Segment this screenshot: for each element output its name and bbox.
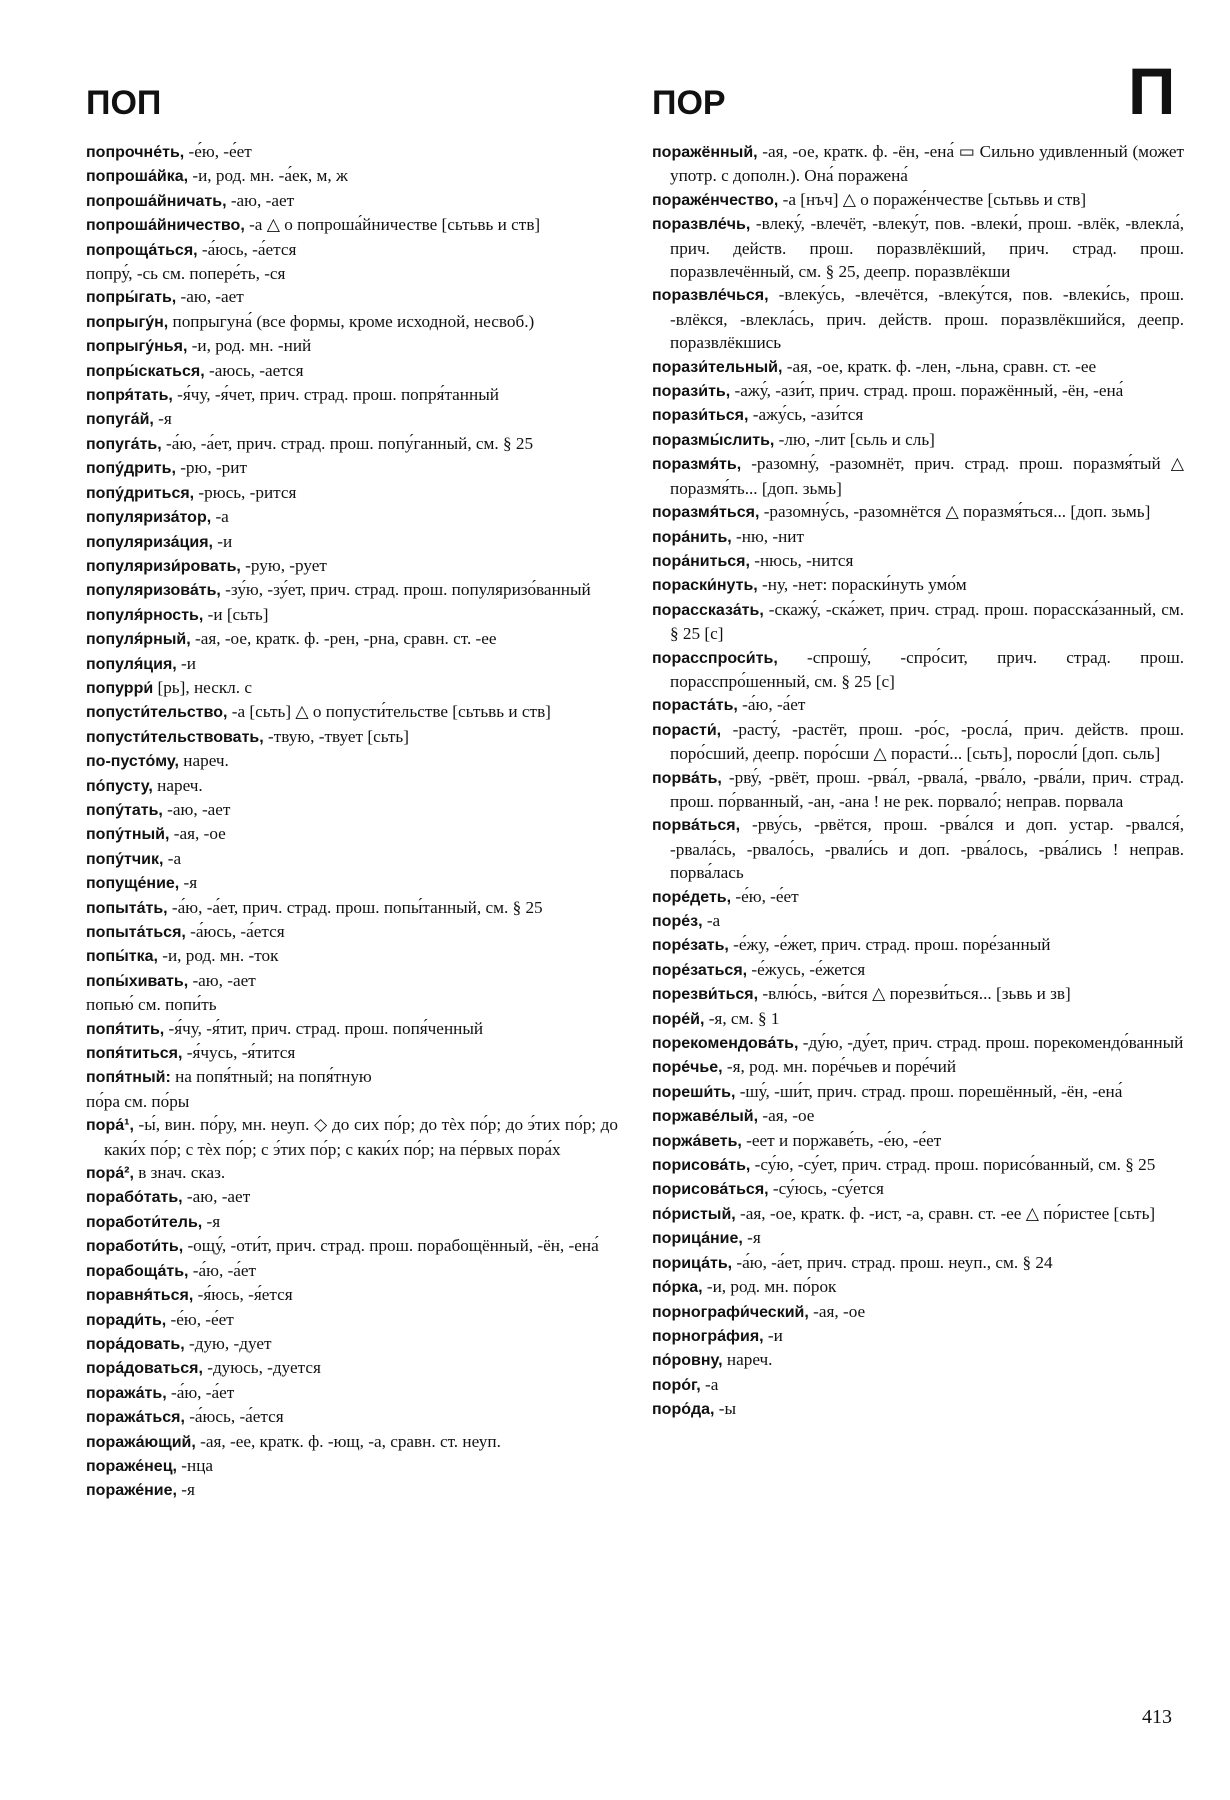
entry-headword: попу́тать, bbox=[86, 801, 163, 819]
entry-definition: по́ра см. по́ры bbox=[86, 1091, 190, 1111]
entry-headword: порази́ть, bbox=[652, 383, 731, 401]
entry-headword: пораже́ние, bbox=[86, 1482, 177, 1500]
entry-definition: -су́ю, -су́ет, прич. страд. прош. порисо́ванный, см. § 25 bbox=[750, 1155, 1156, 1175]
entry-definition: -е́ю, -е́ет bbox=[166, 1309, 234, 1329]
entry-definition: -а́ю, -а́ет, прич. страд. прош. неуп., см. § 24 bbox=[732, 1252, 1053, 1272]
entry-headword: порва́ться, bbox=[652, 817, 741, 835]
entry-definition: -и, род. мн. -а́ек, м, ж bbox=[188, 166, 348, 186]
entry-definition: -аю, -ает bbox=[176, 287, 244, 307]
dictionary-entry bbox=[86, 944, 618, 968]
entry-headword: попрыгу́н, bbox=[86, 313, 169, 331]
dictionary-entry bbox=[652, 1080, 1184, 1104]
dictionary-entry bbox=[86, 1283, 618, 1307]
dictionary-entry bbox=[86, 603, 618, 627]
entry-definition: -а́ю, -а́ет bbox=[188, 1260, 257, 1280]
entry-headword: поразвле́чься, bbox=[652, 287, 769, 305]
dictionary-entry bbox=[652, 1153, 1184, 1177]
entry-headword: попы́хивать, bbox=[86, 972, 189, 990]
entry-headword: попрыгу́нья, bbox=[86, 338, 188, 356]
entry-headword: попроща́ться, bbox=[86, 241, 198, 259]
entry-definition: -а [сьть] △ о попусти́тельстве [сьтьвь и ств] bbox=[227, 702, 551, 722]
entry-definition: в знач. сказ. bbox=[133, 1163, 226, 1183]
entry-headword: поража́ющий, bbox=[86, 1433, 196, 1451]
entry-definition: -ая, -ое bbox=[808, 1301, 866, 1321]
dictionary-entry bbox=[652, 598, 1184, 646]
entry-definition: попью́ см. попи́ть bbox=[86, 995, 217, 1015]
dictionary-entry bbox=[652, 1226, 1184, 1250]
entry-headword: пореши́ть, bbox=[652, 1083, 736, 1101]
dictionary-entry bbox=[86, 1308, 618, 1332]
entry-definition: -я bbox=[742, 1228, 761, 1248]
entry-headword: пораски́нуть, bbox=[652, 577, 758, 595]
entry-definition: -еет и поржаве́ть, -е́ю, -е́ет bbox=[741, 1130, 942, 1150]
entry-headword: попроша́йничество, bbox=[86, 217, 245, 235]
dictionary-entry bbox=[86, 627, 618, 651]
entry-definition: -и, род. мн. -ток bbox=[157, 946, 279, 966]
entry-headword: попроша́йничать, bbox=[86, 192, 227, 210]
entry-definition: -ая, -ое, кратк. ф. -лен, -льна, сравн. ст. -ее bbox=[782, 356, 1097, 376]
entry-headword: попры́скаться, bbox=[86, 362, 205, 380]
dictionary-entry bbox=[652, 1324, 1184, 1348]
entry-definition: -влеку́сь, -влечётся, -влеку́тся, пов. -влеки́сь, прош. -влёкся, -влекла́сь, прич. действ. прош. поразвлёкшийся, деепр. поразвлёкшись bbox=[670, 285, 1184, 353]
entry-headword: попуще́ние, bbox=[86, 875, 180, 893]
entry-definition: -е́ю, -е́ет bbox=[731, 886, 799, 906]
entry-headword: попры́гать, bbox=[86, 289, 177, 307]
entry-headword: попу́тчик, bbox=[86, 850, 164, 868]
entry-definition: -рю, -рит bbox=[175, 458, 247, 478]
entry-headword: пораже́нчество, bbox=[652, 191, 779, 209]
entry-definition: -дуюсь, -дуется bbox=[202, 1358, 321, 1378]
entry-headword: популяризова́ть, bbox=[86, 582, 221, 600]
entry-headword: порекомендова́ть, bbox=[652, 1035, 799, 1053]
entry-headword: попусти́тельствовать, bbox=[86, 728, 264, 746]
entry-headword: порассказа́ть, bbox=[652, 601, 764, 619]
entry-headword: поро́г, bbox=[652, 1376, 701, 1394]
dictionary-entry bbox=[86, 1041, 618, 1065]
dictionary-entry bbox=[652, 1275, 1184, 1299]
entry-definition: -я bbox=[202, 1211, 221, 1231]
entry-headword: попыта́ться, bbox=[86, 924, 186, 941]
dictionary-entry bbox=[652, 1104, 1184, 1128]
dictionary-entry bbox=[86, 334, 618, 358]
entry-headword: поржаве́лый, bbox=[652, 1108, 759, 1126]
entry-definition: -а́юсь, -а́ется bbox=[185, 922, 285, 941]
dictionary-entry bbox=[86, 1210, 618, 1234]
entry-headword: порази́ться, bbox=[652, 407, 749, 425]
dictionary-entry bbox=[86, 1430, 618, 1454]
entry-definition: -я bbox=[176, 1480, 195, 1500]
dictionary-entry bbox=[652, 573, 1184, 597]
dictionary-entry bbox=[86, 432, 618, 456]
dictionary-entry bbox=[86, 456, 618, 480]
dictionary-entry bbox=[86, 1405, 618, 1429]
entry-headword: поржа́веть, bbox=[652, 1132, 742, 1150]
dictionary-entry bbox=[86, 1113, 618, 1161]
entry-headword: порногра́фия, bbox=[652, 1327, 764, 1345]
section-letter: П bbox=[1128, 54, 1176, 128]
entry-definition: -и, род. мн. по́рок bbox=[702, 1277, 837, 1297]
dictionary-entry bbox=[86, 578, 618, 602]
entry-headword: порица́ние, bbox=[652, 1230, 743, 1248]
entry-headword: поражённый, bbox=[652, 144, 758, 161]
left-guide-word: ПОП bbox=[86, 84, 162, 122]
entry-definition: попру́, -сь см. попере́ть, -ся bbox=[86, 264, 286, 284]
entry-definition: -аю, -ает bbox=[182, 1187, 251, 1207]
dictionary-entry bbox=[652, 500, 1184, 524]
entry-headword: пора́ниться, bbox=[652, 552, 750, 570]
entry-definition: -а bbox=[700, 1374, 719, 1394]
dictionary-entry bbox=[652, 1300, 1184, 1324]
dictionary-entry bbox=[86, 1065, 618, 1089]
entry-definition: -е́жусь, -е́жется bbox=[747, 959, 866, 979]
entry-headword: попуга́ть, bbox=[86, 435, 162, 453]
entry-definition: -е́ю, -е́ет bbox=[184, 142, 252, 161]
entry-headword: поразмя́ть, bbox=[652, 456, 742, 474]
dictionary-entry bbox=[652, 1373, 1184, 1397]
entry-definition: -а bbox=[211, 507, 229, 527]
entry-definition: -а bbox=[163, 848, 182, 868]
page-number: 413 bbox=[1142, 1706, 1172, 1728]
right-guide-word: ПОР bbox=[652, 84, 726, 122]
entry-definition: -ы bbox=[714, 1399, 737, 1419]
entry-definition: нареч. bbox=[722, 1350, 773, 1370]
entry-definition: -влеку́, -влечёт, -влеку́т, пов. -влеки́, прош. -влёк, -влекла́, прич. действ. прош. поразвлёкший, прич. страд. прош. поразвлечённый, см. § 25, деепр. поразвлёкши bbox=[670, 214, 1184, 282]
dictionary-entry bbox=[86, 1478, 618, 1502]
entry-headword: порази́тельный, bbox=[652, 358, 783, 376]
dictionary-entry bbox=[86, 1454, 618, 1478]
entry-definition: [рь], нескл. с bbox=[153, 677, 252, 697]
entry-headword: пора́довать, bbox=[86, 1335, 185, 1353]
dictionary-entry bbox=[652, 813, 1184, 884]
entry-definition: -ая, -ое bbox=[169, 824, 226, 844]
entry-headword: попусти́тельство, bbox=[86, 704, 228, 722]
entry-definition: -расту́, -растёт, прош. -ро́с, -росла́, прич. действ. прош. поро́сший, деепр. поро́сши △ порасти́... [сьть], поросли́ [доп. сьль] bbox=[670, 719, 1184, 764]
dictionary-entry bbox=[86, 1259, 618, 1283]
dictionary-entry bbox=[652, 1202, 1184, 1226]
right-column bbox=[652, 140, 1184, 1422]
dictionary-entry bbox=[652, 140, 1184, 188]
entry-headword: поража́ть, bbox=[86, 1384, 167, 1402]
entry-headword: поража́ться, bbox=[86, 1409, 185, 1427]
entry-headword: пора́нить, bbox=[652, 528, 732, 546]
entry-definition: -ню, -нит bbox=[731, 526, 805, 546]
entry-headword: по-пусто́му, bbox=[86, 753, 179, 771]
dictionary-entry bbox=[652, 428, 1184, 452]
entry-definition: -я́чусь, -я́тится bbox=[182, 1043, 296, 1063]
dictionary-entry bbox=[86, 1090, 618, 1113]
entry-definition: -рюсь, -рится bbox=[194, 482, 297, 502]
entry-headword: поразмы́слить, bbox=[652, 431, 775, 449]
entry-definition: -и bbox=[763, 1325, 783, 1345]
entry-headword: пораже́нец, bbox=[86, 1457, 177, 1475]
entry-headword: популяриза́тор, bbox=[86, 509, 212, 527]
entry-headword: по́пусту, bbox=[86, 777, 153, 795]
entry-headword: популяриза́ция, bbox=[86, 533, 213, 551]
entry-headword: пора́¹, bbox=[86, 1117, 134, 1135]
entry-definition: -рву́сь, -рвётся, прош. -рва́лся и доп. устар. -рвался́, -рвала́сь, -рвало́сь, -рвали́сь и доп. -рва́лось, -рва́лись ! неправ. порва́лась bbox=[670, 815, 1184, 883]
entry-headword: поразвле́чь, bbox=[652, 216, 751, 234]
dictionary-entry bbox=[652, 1031, 1184, 1055]
entry-headword: попрочне́ть, bbox=[86, 144, 185, 161]
entry-headword: поработи́тель, bbox=[86, 1213, 203, 1231]
entry-headword: поре́з, bbox=[652, 913, 703, 930]
dictionary-entry bbox=[86, 383, 618, 407]
entry-headword: порасспроси́ть, bbox=[652, 649, 778, 667]
entry-definition: -спрошу́, -спро́сит, прич. страд. прош. порасспро́шенный, см. § 25 [с] bbox=[670, 647, 1184, 691]
entry-definition: -су́юсь, -су́ется bbox=[768, 1179, 884, 1199]
entry-headword: порабо́тать, bbox=[86, 1189, 183, 1207]
dictionary-entry bbox=[652, 909, 1184, 933]
entry-headword: по́ристый, bbox=[652, 1205, 736, 1223]
dictionary-entry bbox=[86, 1234, 618, 1258]
entry-definition: -ы́, вин. по́ру, мн. неуп. ◇ до сих по́р; до тѐх по́р; до э́тих по́р; до каки́х по́р; с тѐх по́р; с э́тих по́р; с каки́х по́р; на пе́рвых пора́х bbox=[104, 1115, 618, 1159]
dictionary-entry bbox=[652, 885, 1184, 909]
dictionary-entry bbox=[86, 652, 618, 676]
dictionary-entry bbox=[652, 452, 1184, 500]
entry-headword: попроша́йка, bbox=[86, 168, 189, 186]
entry-headword: поре́заться, bbox=[652, 961, 748, 979]
dictionary-entry bbox=[652, 693, 1184, 717]
dictionary-entry bbox=[86, 847, 618, 871]
dictionary-entry bbox=[86, 993, 618, 1016]
entry-headword: популя́рность, bbox=[86, 606, 204, 624]
dictionary-entry bbox=[652, 1348, 1184, 1372]
dictionary-entry bbox=[86, 213, 618, 237]
entry-headword: популя́рный, bbox=[86, 631, 191, 649]
entry-definition: -ая, -ое, кратк. ф. -ист, -а, сравн. ст. -ее △ по́ристее [сьть] bbox=[735, 1203, 1156, 1223]
entry-headword: популяризи́ровать, bbox=[86, 557, 241, 575]
dictionary-entry bbox=[652, 1177, 1184, 1201]
dictionary-entry bbox=[86, 676, 618, 700]
dictionary-entry bbox=[652, 283, 1184, 354]
dictionary-entry bbox=[86, 969, 618, 993]
entry-headword: попя́титься, bbox=[86, 1045, 183, 1063]
entry-definition: -лю, -лит [сьль и сль] bbox=[774, 429, 935, 449]
dictionary-entry bbox=[86, 1381, 618, 1405]
entry-headword: попуга́й, bbox=[86, 411, 154, 429]
entry-headword: порезви́ться, bbox=[652, 986, 759, 1004]
entry-definition: нареч. bbox=[152, 775, 203, 795]
entry-definition: -а́юсь, -а́ется bbox=[197, 239, 297, 259]
entry-definition: -и bbox=[176, 653, 196, 673]
entry-definition: -влю́сь, -ви́тся △ порезви́ться... [зьвь и зв] bbox=[758, 984, 1071, 1004]
dictionary-entry bbox=[86, 310, 618, 334]
entry-headword: попы́тка, bbox=[86, 948, 158, 966]
dictionary-entry bbox=[86, 140, 618, 164]
left-column bbox=[86, 140, 618, 1503]
entry-definition: -а △ о попроша́йничестве [сьтьвь и ств] bbox=[244, 215, 541, 235]
dictionary-entry bbox=[652, 1251, 1184, 1275]
entry-definition: -а [нъч] △ о пораже́нчестве [сьтьвь и ств] bbox=[778, 189, 1087, 209]
entry-definition: -а́ю, -а́ет, прич. страд. прош. попу́ганный, см. § 25 bbox=[161, 433, 534, 453]
dictionary-entry bbox=[86, 1017, 618, 1041]
dictionary-entry bbox=[652, 549, 1184, 573]
entry-headword: порица́ть, bbox=[652, 1254, 733, 1272]
dictionary-entry bbox=[86, 725, 618, 749]
entry-definition: -и, род. мн. -ний bbox=[187, 336, 312, 356]
dictionary-entry bbox=[86, 554, 618, 578]
dictionary-entry bbox=[652, 1007, 1184, 1031]
entry-definition: -ду́ю, -ду́ет, прич. страд. прош. порекомендо́ванный bbox=[798, 1033, 1184, 1053]
entry-headword: пораста́ть, bbox=[652, 697, 738, 715]
entry-headword: поразмя́ться, bbox=[652, 504, 760, 522]
entry-definition: -ощу́, -оти́т, прич. страд. прош. порабощённый, -ён, -ена́ bbox=[183, 1236, 599, 1256]
entry-headword: поравня́ться, bbox=[86, 1287, 194, 1305]
entry-definition: -и [сьть] bbox=[203, 604, 269, 624]
dictionary-entry bbox=[652, 1055, 1184, 1079]
entry-definition: -ая, -ее, кратк. ф. -ющ, -а, сравн. ст. неуп. bbox=[195, 1431, 501, 1451]
dictionary-entry bbox=[652, 525, 1184, 549]
entry-definition: -ая, -ое, кратк. ф. -рен, -рна, сравн. ст. -ее bbox=[190, 629, 497, 649]
entry-definition: -а bbox=[702, 911, 721, 930]
entry-headword: поре́чье, bbox=[652, 1059, 723, 1077]
dictionary-entry bbox=[652, 379, 1184, 403]
entry-definition: -аю, -ает bbox=[188, 970, 256, 990]
entry-headword: поради́ть, bbox=[86, 1311, 167, 1329]
entry-headword: попя́тить, bbox=[86, 1020, 165, 1038]
entry-definition: -ажу́, -ази́т, прич. страд. прош. поражённый, -ён, -ена́ bbox=[730, 381, 1124, 401]
dictionary-entry bbox=[652, 188, 1184, 212]
entry-definition: -я bbox=[179, 873, 198, 893]
dictionary-entry bbox=[86, 920, 618, 944]
entry-definition: -я́чу, -я́чет, прич. страд. прош. попря́танный bbox=[172, 385, 499, 405]
dictionary-entry bbox=[86, 164, 618, 188]
entry-definition: -ая, -ое, кратк. ф. -ён, -ена́ ▭ Сильно удивленный (может употр. с дополн.). Она́ поражена́ bbox=[670, 142, 1184, 186]
dictionary-entry bbox=[86, 700, 618, 724]
entry-headword: по́рка, bbox=[652, 1279, 703, 1297]
dictionary-entry bbox=[652, 355, 1184, 379]
entry-definition: нареч. bbox=[179, 751, 229, 771]
entry-definition: -а́ю, -а́ет, прич. страд. прош. попы́танный, см. § 25 bbox=[167, 897, 543, 917]
entry-headword: попу́дрить, bbox=[86, 460, 176, 478]
entry-definition: -ну, -нет: пораски́нуть умо́м bbox=[757, 575, 967, 595]
entry-definition: -я bbox=[153, 409, 172, 429]
entry-headword: попя́тный: bbox=[86, 1069, 171, 1087]
dictionary-entry bbox=[86, 505, 618, 529]
entry-definition: попрыгуна́ (все формы, кроме исходной, несвоб.) bbox=[168, 311, 535, 331]
entry-definition: -а́ю, -а́ет bbox=[737, 695, 806, 715]
dictionary-entry bbox=[652, 958, 1184, 982]
dictionary-entry bbox=[86, 407, 618, 431]
entry-definition: -разомну́, -разомнёт, прич. страд. прош. поразмя́тый △ поразмя́ть... [доп. зьмь] bbox=[670, 454, 1184, 498]
dictionary-entry bbox=[86, 871, 618, 895]
dictionary-entry bbox=[86, 530, 618, 554]
entry-headword: попу́дриться, bbox=[86, 484, 195, 502]
entry-definition: -аюсь, -ается bbox=[204, 360, 304, 380]
entry-definition: -я, см. § 1 bbox=[704, 1008, 780, 1028]
entry-headword: попыта́ть, bbox=[86, 899, 168, 917]
entry-headword: поработи́ть, bbox=[86, 1238, 184, 1256]
entry-definition: -е́жу, -е́жет, прич. страд. прош. поре́занный bbox=[728, 935, 1051, 955]
dictionary-entry bbox=[86, 1161, 618, 1185]
entry-headword: порисова́ть, bbox=[652, 1157, 751, 1175]
entry-definition: -дую, -дует bbox=[184, 1333, 272, 1353]
entry-definition: -аю, -ает bbox=[162, 799, 231, 819]
entry-headword: поре́зать, bbox=[652, 937, 729, 955]
entry-headword: порабоща́ть, bbox=[86, 1262, 189, 1280]
entry-headword: попурри́ bbox=[86, 679, 154, 697]
entry-definition: -ажу́сь, -ази́тся bbox=[748, 405, 864, 425]
entry-definition: -и bbox=[213, 531, 233, 551]
dictionary-entry bbox=[652, 718, 1184, 766]
dictionary-entry bbox=[86, 189, 618, 213]
dictionary-entry bbox=[86, 359, 618, 383]
dictionary-entry bbox=[652, 212, 1184, 283]
entry-headword: популя́ция, bbox=[86, 655, 177, 673]
entry-definition: -а́юсь, -а́ется bbox=[184, 1407, 284, 1427]
entry-definition: -нца bbox=[176, 1455, 214, 1475]
entry-headword: порисова́ться, bbox=[652, 1181, 769, 1199]
entry-definition: -рую, -рует bbox=[240, 555, 327, 575]
dictionary-entry bbox=[86, 822, 618, 846]
entry-definition: -нюсь, -нится bbox=[749, 550, 854, 570]
dictionary-entry bbox=[86, 749, 618, 773]
dictionary-entry bbox=[652, 766, 1184, 814]
entry-definition: -я́юсь, -я́ется bbox=[193, 1285, 293, 1305]
entry-headword: порва́ть, bbox=[652, 769, 722, 787]
dictionary-entry bbox=[86, 481, 618, 505]
dictionary-entry bbox=[652, 982, 1184, 1006]
entry-definition: -твую, -твует [сьть] bbox=[263, 726, 409, 746]
dictionary-entry bbox=[86, 1332, 618, 1356]
entry-headword: порасти́, bbox=[652, 721, 722, 739]
entry-definition: -аю, -ает bbox=[226, 190, 295, 210]
entry-definition: -разомну́сь, -разомнётся △ поразмя́ться... [доп. зьмь] bbox=[759, 502, 1151, 522]
dictionary-entry bbox=[86, 896, 618, 920]
entry-headword: пора́², bbox=[86, 1165, 134, 1183]
entry-headword: попу́тный, bbox=[86, 826, 170, 844]
dictionary-entry bbox=[86, 285, 618, 309]
entry-definition: -я́чу, -я́тит, прич. страд. прош. попя́ченный bbox=[164, 1018, 484, 1038]
entry-headword: поре́й, bbox=[652, 1010, 705, 1028]
entry-headword: по́ровну, bbox=[652, 1352, 723, 1370]
dictionary-entry bbox=[86, 1356, 618, 1380]
dictionary-entry bbox=[86, 238, 618, 262]
dictionary-entry bbox=[652, 1397, 1184, 1421]
entry-definition: -скажу́, -ска́жет, прич. страд. прош. порасска́занный, см. § 25 [с] bbox=[670, 599, 1184, 644]
dictionary-entry bbox=[652, 646, 1184, 694]
dictionary-entry bbox=[86, 262, 618, 285]
entry-definition: -я, род. мн. поре́чьев и поре́чий bbox=[722, 1057, 957, 1077]
entry-definition: на попя́тный; на попя́тную bbox=[170, 1067, 372, 1087]
entry-definition: -зу́ю, -зу́ет, прич. страд. прош. популяризо́ванный bbox=[220, 580, 591, 600]
dictionary-entry bbox=[652, 933, 1184, 957]
dictionary-entry bbox=[652, 1129, 1184, 1153]
entry-headword: попря́тать, bbox=[86, 387, 173, 405]
dictionary-entry bbox=[652, 403, 1184, 427]
dictionary-entry bbox=[86, 798, 618, 822]
entry-definition: -ая, -ое bbox=[758, 1106, 815, 1126]
entry-headword: поре́деть, bbox=[652, 888, 732, 906]
dictionary-entry bbox=[86, 774, 618, 798]
dictionary-entry bbox=[86, 1185, 618, 1209]
entry-definition: -шу́, -ши́т, прич. страд. прош. порешённый, -ён, -ена́ bbox=[735, 1081, 1123, 1101]
entry-headword: пора́доваться, bbox=[86, 1360, 203, 1378]
entry-headword: поро́да, bbox=[652, 1401, 715, 1419]
entry-definition: -а́ю, -а́ет bbox=[166, 1382, 235, 1402]
entry-definition: -рву́, -рвёт, прош. -рва́л, -рвала́, -рва́ло, -рва́ли, прич. страд. прош. по́рванный, -ан, -ана ! не рек. порвало́; неправ. порвала bbox=[670, 767, 1184, 811]
entry-headword: порнографи́ческий, bbox=[652, 1303, 809, 1321]
